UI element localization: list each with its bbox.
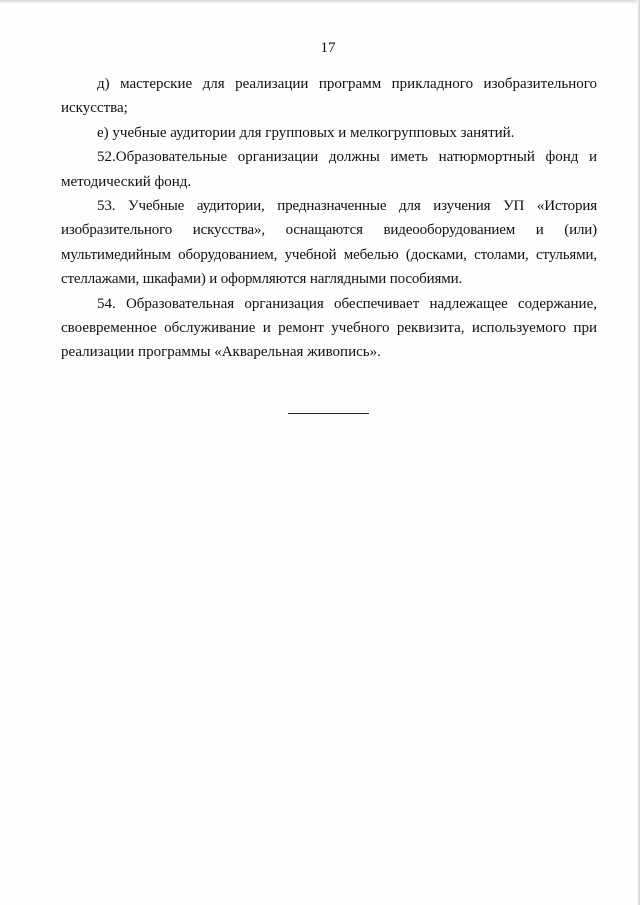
paragraph-workshops: д) мастерские для реализации программ прикладного изобразительного искусства; [61,76,597,117]
scan-edge-top [0,0,640,4]
page-number: 17 [320,40,336,56]
paragraph-classrooms: е) учебные аудитории для групповых и мелкогрупповых занятий. [97,124,515,141]
paragraph-54: 54. Образовательная организация обеспечивает надлежащее содержание, своевременное обслуживание и ремонт учебного реквизита, используемого при реализации программы «Акварельная живопись». [61,295,597,361]
end-divider-line [288,413,369,414]
document-body [61,72,597,365]
paragraph-53: 53. Учебные аудитории, предназначенные для изучения УП «История изобразительного искусства», оснащаются видеооборудованием и (или) мультимедийным оборудованием, учебной мебелью (досками, столами, стульями, стеллажами, шкафами) и оформляются наглядными пособиями. [61,198,597,288]
paragraph-52: 52.Образовательные организации должны иметь натюрмортный фонд и методический фонд. [61,149,597,190]
